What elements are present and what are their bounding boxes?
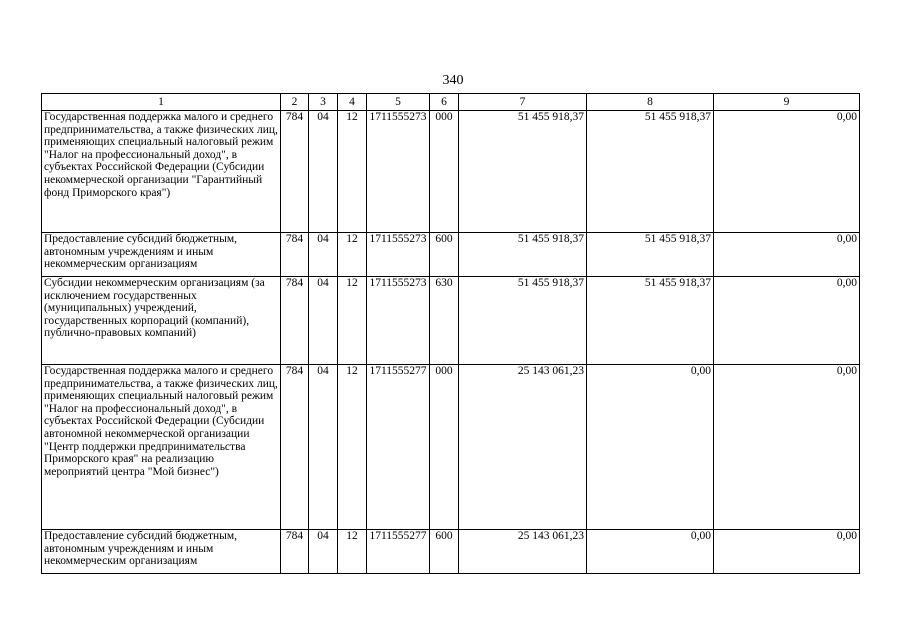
header-col-9: 9 <box>714 94 860 111</box>
cell-expense-type: 600 <box>430 530 459 574</box>
cell-amount-col9: 0,00 <box>714 233 860 277</box>
cell-target-article: 1711555277 <box>367 365 430 530</box>
cell-section-code: 04 <box>309 277 338 365</box>
table-row <box>42 233 860 277</box>
header-row <box>42 94 860 111</box>
cell-ministry-code: 784 <box>281 233 309 277</box>
row-description: Предоставление субсидий бюджетным, автономным учреждениям и иным некоммерческим организациям <box>42 530 281 574</box>
cell-expense-type: 000 <box>430 365 459 530</box>
cell-amount-col8: 0,00 <box>587 365 714 530</box>
cell-amount-col9: 0,00 <box>714 111 860 233</box>
cell-ministry-code: 784 <box>281 277 309 365</box>
cell-expense-type: 600 <box>430 233 459 277</box>
row-description: Государственная поддержка малого и среднего предпринимательства, а также физических лиц, применяющих специальный налоговый режим "Налог на профессиональный доход", в субъектах Российской Федерации (Субсидии некоммерческой организации "Гарантийный фонд Приморского края") <box>42 111 281 233</box>
row-description: Предоставление субсидий бюджетным, автономным учреждениям и иным некоммерческим организациям <box>42 233 281 277</box>
cell-ministry-code: 784 <box>281 530 309 574</box>
cell-target-article: 1711555273 <box>367 111 430 233</box>
cell-amount-col8: 51 455 918,37 <box>587 111 714 233</box>
header-col-7: 7 <box>459 94 587 111</box>
cell-section-code: 04 <box>309 365 338 530</box>
table-row <box>42 277 860 365</box>
cell-subsection-code: 12 <box>338 365 367 530</box>
header-col-2: 2 <box>281 94 309 111</box>
cell-ministry-code: 784 <box>281 111 309 233</box>
cell-amount-col8: 51 455 918,37 <box>587 233 714 277</box>
cell-subsection-code: 12 <box>338 277 367 365</box>
header-col-1: 1 <box>42 94 281 111</box>
table-row <box>42 111 860 233</box>
page-number: 340 <box>442 73 464 88</box>
row-description: Государственная поддержка малого и среднего предпринимательства, а также физических лиц, применяющих специальный налоговый режим "Налог на профессиональный доход", в субъектах Российской Федерации (Субсидии автономной некоммерческой организации "Центр поддержки предпринимательства Приморского края" на реализацию мероприятий центра "Мой бизнес") <box>42 365 281 530</box>
cell-section-code: 04 <box>309 530 338 574</box>
cell-amount-col9: 0,00 <box>714 530 860 574</box>
cell-expense-type: 000 <box>430 111 459 233</box>
cell-section-code: 04 <box>309 233 338 277</box>
cell-amount-col7: 51 455 918,37 <box>459 111 587 233</box>
cell-subsection-code: 12 <box>338 233 367 277</box>
header-col-5: 5 <box>367 94 430 111</box>
budget-table <box>41 93 860 574</box>
cell-amount-col9: 0,00 <box>714 277 860 365</box>
cell-amount-col7: 25 143 061,23 <box>459 365 587 530</box>
cell-amount-col8: 0,00 <box>587 530 714 574</box>
cell-expense-type: 630 <box>430 277 459 365</box>
cell-target-article: 1711555273 <box>367 233 430 277</box>
cell-subsection-code: 12 <box>338 111 367 233</box>
cell-target-article: 1711555273 <box>367 277 430 365</box>
cell-subsection-code: 12 <box>338 530 367 574</box>
header-col-4: 4 <box>338 94 367 111</box>
table-row <box>42 365 860 530</box>
header-col-8: 8 <box>587 94 714 111</box>
cell-amount-col7: 25 143 061,23 <box>459 530 587 574</box>
cell-ministry-code: 784 <box>281 365 309 530</box>
table-row <box>42 530 860 574</box>
row-description: Субсидии некоммерческим организациям (за исключением государственных (муниципальных) учреждений, государственных корпораций (компаний), публично-правовых компаний) <box>42 277 281 365</box>
cell-section-code: 04 <box>309 111 338 233</box>
header-col-3: 3 <box>309 94 338 111</box>
cell-amount-col9: 0,00 <box>714 365 860 530</box>
cell-amount-col7: 51 455 918,37 <box>459 277 587 365</box>
cell-target-article: 1711555277 <box>367 530 430 574</box>
header-col-6: 6 <box>430 94 459 111</box>
cell-amount-col8: 51 455 918,37 <box>587 277 714 365</box>
cell-amount-col7: 51 455 918,37 <box>459 233 587 277</box>
